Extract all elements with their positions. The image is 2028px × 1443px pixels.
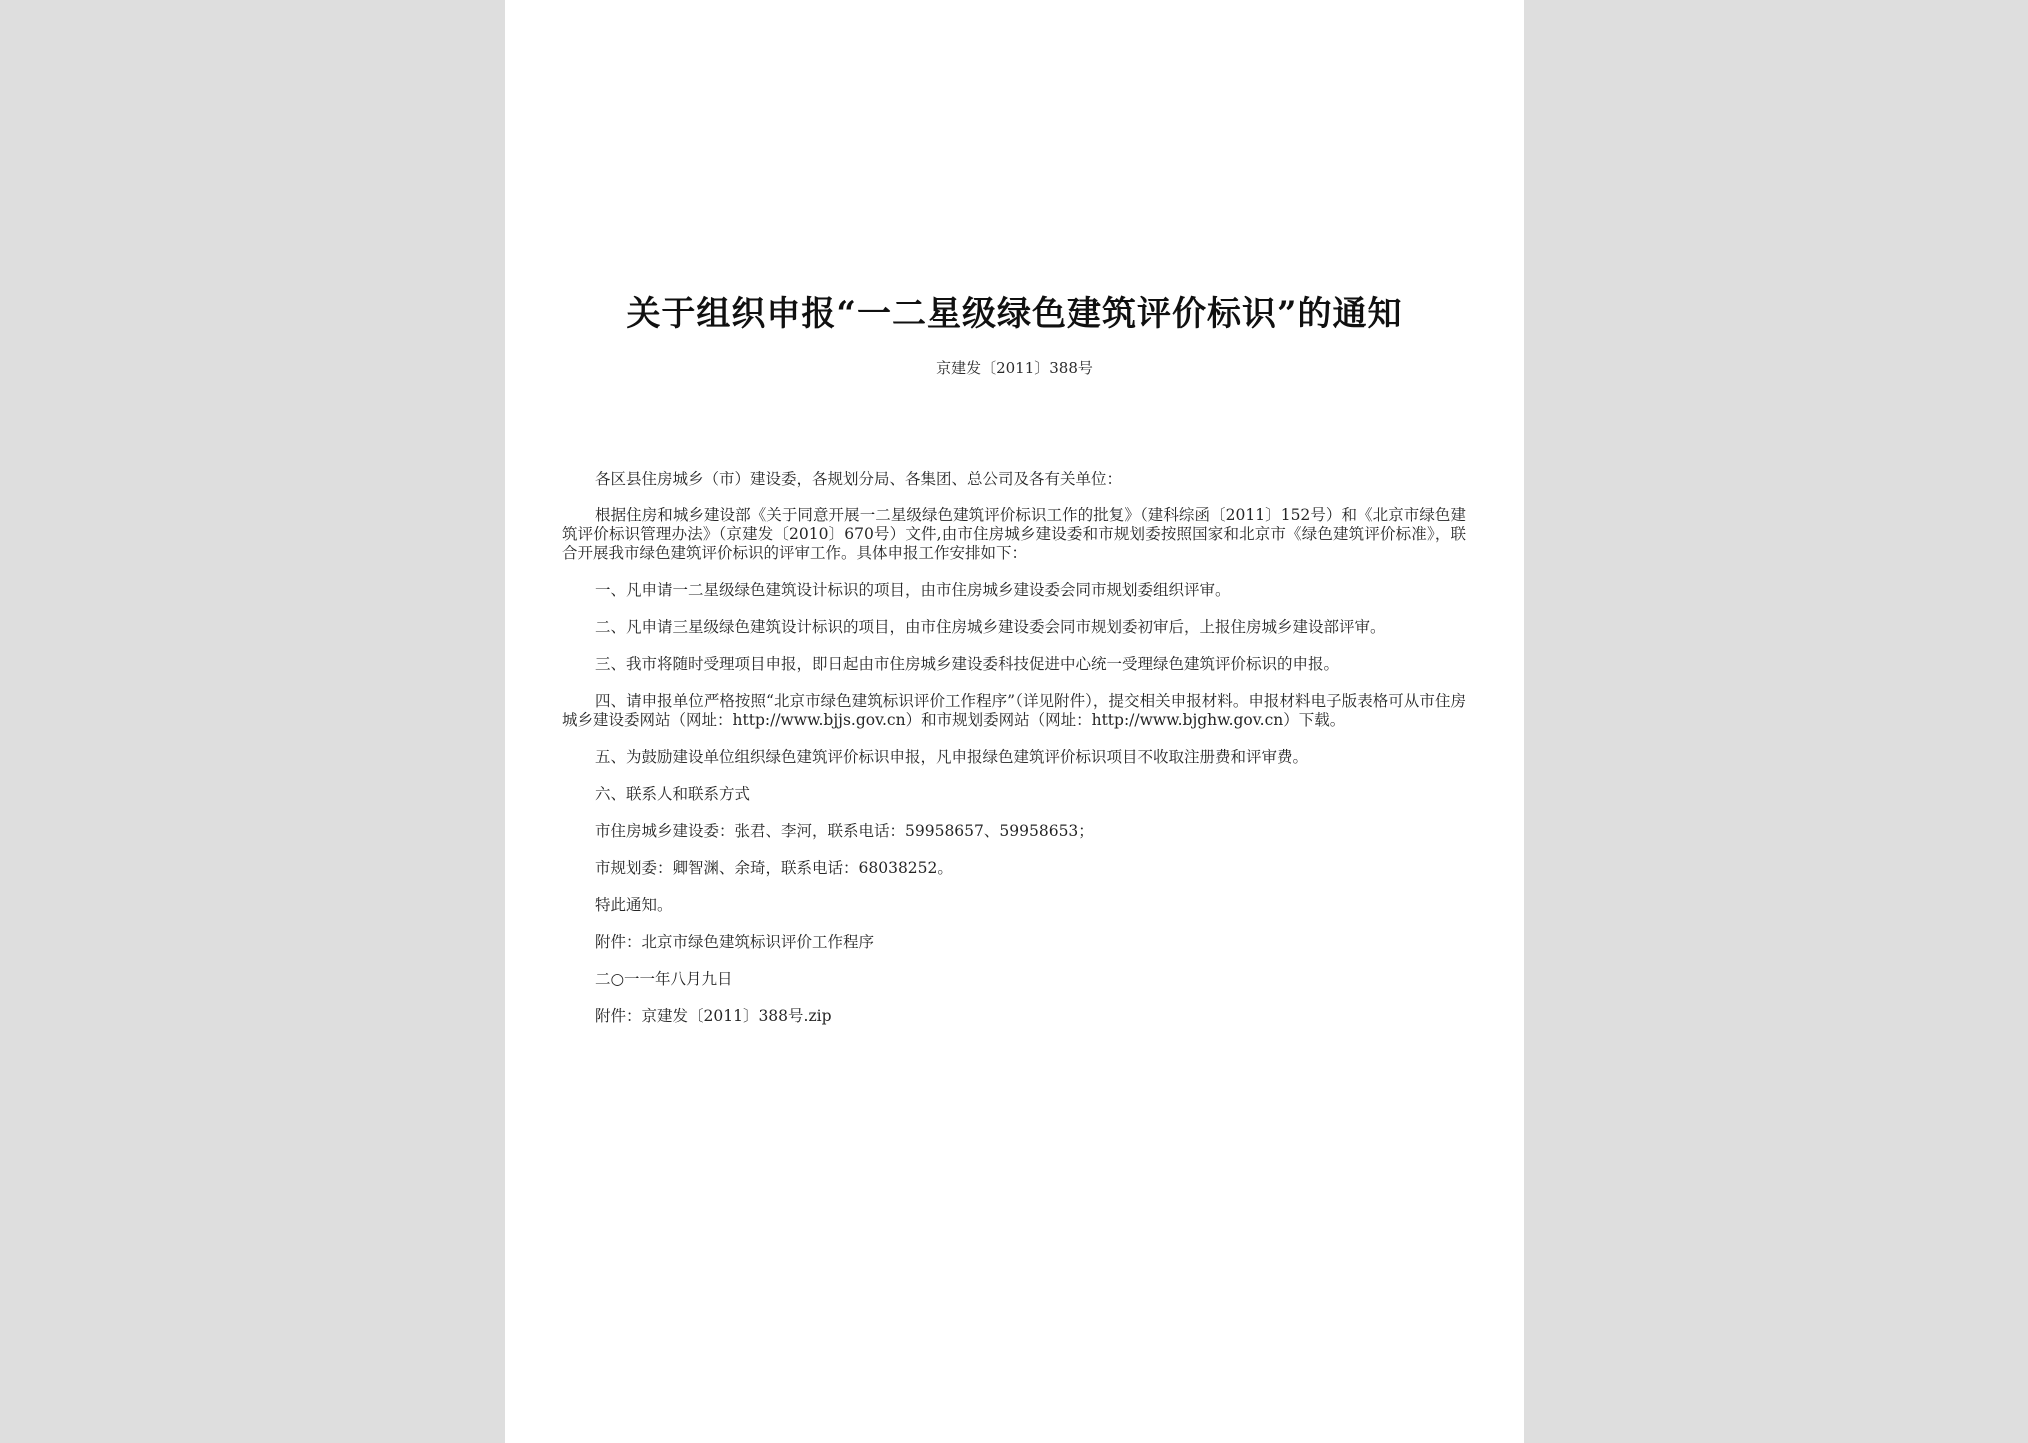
document-number: 京建发〔2011〕388号 [936, 359, 1093, 377]
item-one: 一、凡申请一二星级绿色建筑设计标识的项目，由市住房城乡建设委会同市规划委组织评审。 [595, 581, 1231, 599]
contact-housing-committee: 市住房城乡建设委：张君、李河，联系电话：59958657、59958653； [595, 822, 1094, 840]
document-title: 关于组织申报“一二星级绿色建筑评价标识”的通知 [626, 294, 1403, 334]
document-date: 二○一一年八月九日 [595, 970, 733, 988]
item-two: 二、凡申请三星级绿色建筑设计标识的项目，由市住房城乡建设委会同市规划委初审后，上报住房城乡建设部评审。 [595, 618, 1386, 636]
closing-line: 特此通知。 [595, 896, 673, 914]
document-page [505, 0, 1524, 1443]
attachment-file: 附件：京建发〔2011〕388号.zip [595, 1007, 832, 1025]
document-body [562, 470, 1466, 1044]
attachment-note: 附件：北京市绿色建筑标识评价工作程序 [595, 933, 875, 951]
item-four: 四、请申报单位严格按照“北京市绿色建筑标识评价工作程序”（详见附件），提交相关申报材料。申报材料电子版表格可从市住房城乡建设委网站（网址：http://www.bjjs.gov.cn）和市规划委网站（网址：http://www.bjghw.gov.cn）下载。 [562, 692, 1466, 729]
item-three: 三、我市将随时受理项目申报，即日起由市住房城乡建设委科技促进中心统一受理绿色建筑评价标识的申报。 [595, 655, 1340, 673]
contact-planning-committee: 市规划委：卿智渊、余琦，联系电话：68038252。 [595, 859, 953, 877]
addressee-line: 各区县住房城乡（市）建设委，各规划分局、各集团、总公司及各有关单位： [595, 470, 1123, 488]
item-five: 五、为鼓励建设单位组织绿色建筑评价标识申报，凡申报绿色建筑评价标识项目不收取注册费和评审费。 [595, 748, 1309, 766]
item-six-heading: 六、联系人和联系方式 [595, 785, 751, 803]
intro-paragraph: 根据住房和城乡建设部《关于同意开展一二星级绿色建筑评价标识工作的批复》（建科综函〔2011〕152号）和《北京市绿色建筑评价标识管理办法》（京建发〔2010〕670号）文件,由市住房城乡建设委和市规划委按照国家和北京市《绿色建筑评价标准》，联合开展我市绿色建筑评价标识的评审工作。具体申报工作安排如下： [562, 506, 1466, 562]
